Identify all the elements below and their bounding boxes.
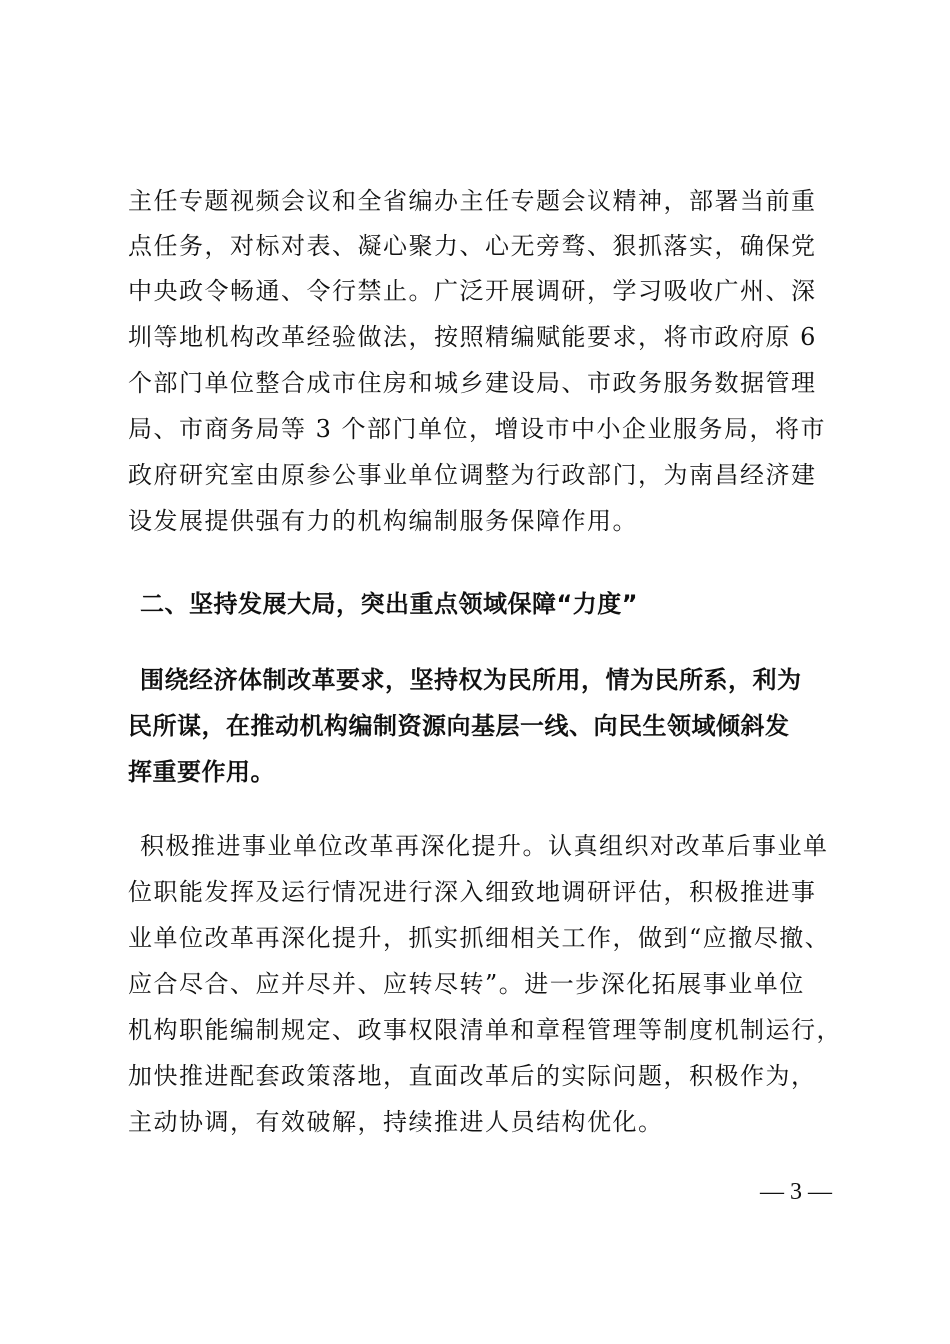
paragraph-1-line-7: 政府研究室由原参公事业单位调整为行政部门，为南昌经济建 [128, 461, 817, 489]
paragraph-2-line-2: 民所谋，在推动机构编制资源向基层一线、向民生领域倾斜发 [128, 712, 790, 740]
paragraph-3-line-6: 加快推进配套政策落地，直面改革后的实际问题，积极作为， [128, 1062, 817, 1090]
paragraph-2-line-1: 围绕经济体制改革要求，坚持权为民所用，情为民所系，利为 [140, 666, 802, 694]
section-heading: 二、坚持发展大局，突出重点领域保障“力度” [140, 590, 639, 618]
paragraph-3-line-3: 业单位改革再深化提升，抓实抓细相关工作，做到“应撤尽撤、 [128, 924, 831, 952]
paragraph-1-line-8: 设发展提供强有力的机构编制服务保障作用。 [128, 507, 638, 535]
paragraph-1-line-6: 局、市商务局等 3 个部门单位，增设市中小企业服务局，将市 [128, 415, 827, 443]
paragraph-1-line-3: 中央政令畅通、令行禁止。广泛开展调研，学习吸收广州、深 [128, 277, 817, 305]
paragraph-1-line-4: 圳等地机构改革经验做法，按照精编赋能要求，将市政府原 6 [128, 323, 817, 351]
paragraph-3-line-4: 应合尽合、应并尽并、应转尽转”。进一步深化拓展事业单位 [128, 970, 805, 998]
paragraph-3-line-7: 主动协调，有效破解，持续推进人员结构优化。 [128, 1108, 664, 1136]
paragraph-1-line-2: 点任务，对标对表、凝心聚力、心无旁骛、狠抓落实，确保党 [128, 232, 817, 260]
page-number: — 3 — [760, 1179, 832, 1205]
paragraph-3-line-5: 机构职能编制规定、政事权限清单和章程管理等制度机制运行， [128, 1016, 842, 1044]
paragraph-1-line-5: 个部门单位整合成市住房和城乡建设局、市政务服务数据管理 [128, 369, 817, 397]
paragraph-1-line-1: 主任专题视频会议和全省编办主任专题会议精神，部署当前重 [128, 187, 817, 215]
paragraph-2-line-3: 挥重要作用。 [128, 758, 275, 786]
paragraph-3-line-2: 位职能发挥及运行情况进行深入细致地调研评估，积极推进事 [128, 878, 817, 906]
paragraph-3-line-1: 积极推进事业单位改革再深化提升。认真组织对改革后事业单 [140, 832, 829, 860]
